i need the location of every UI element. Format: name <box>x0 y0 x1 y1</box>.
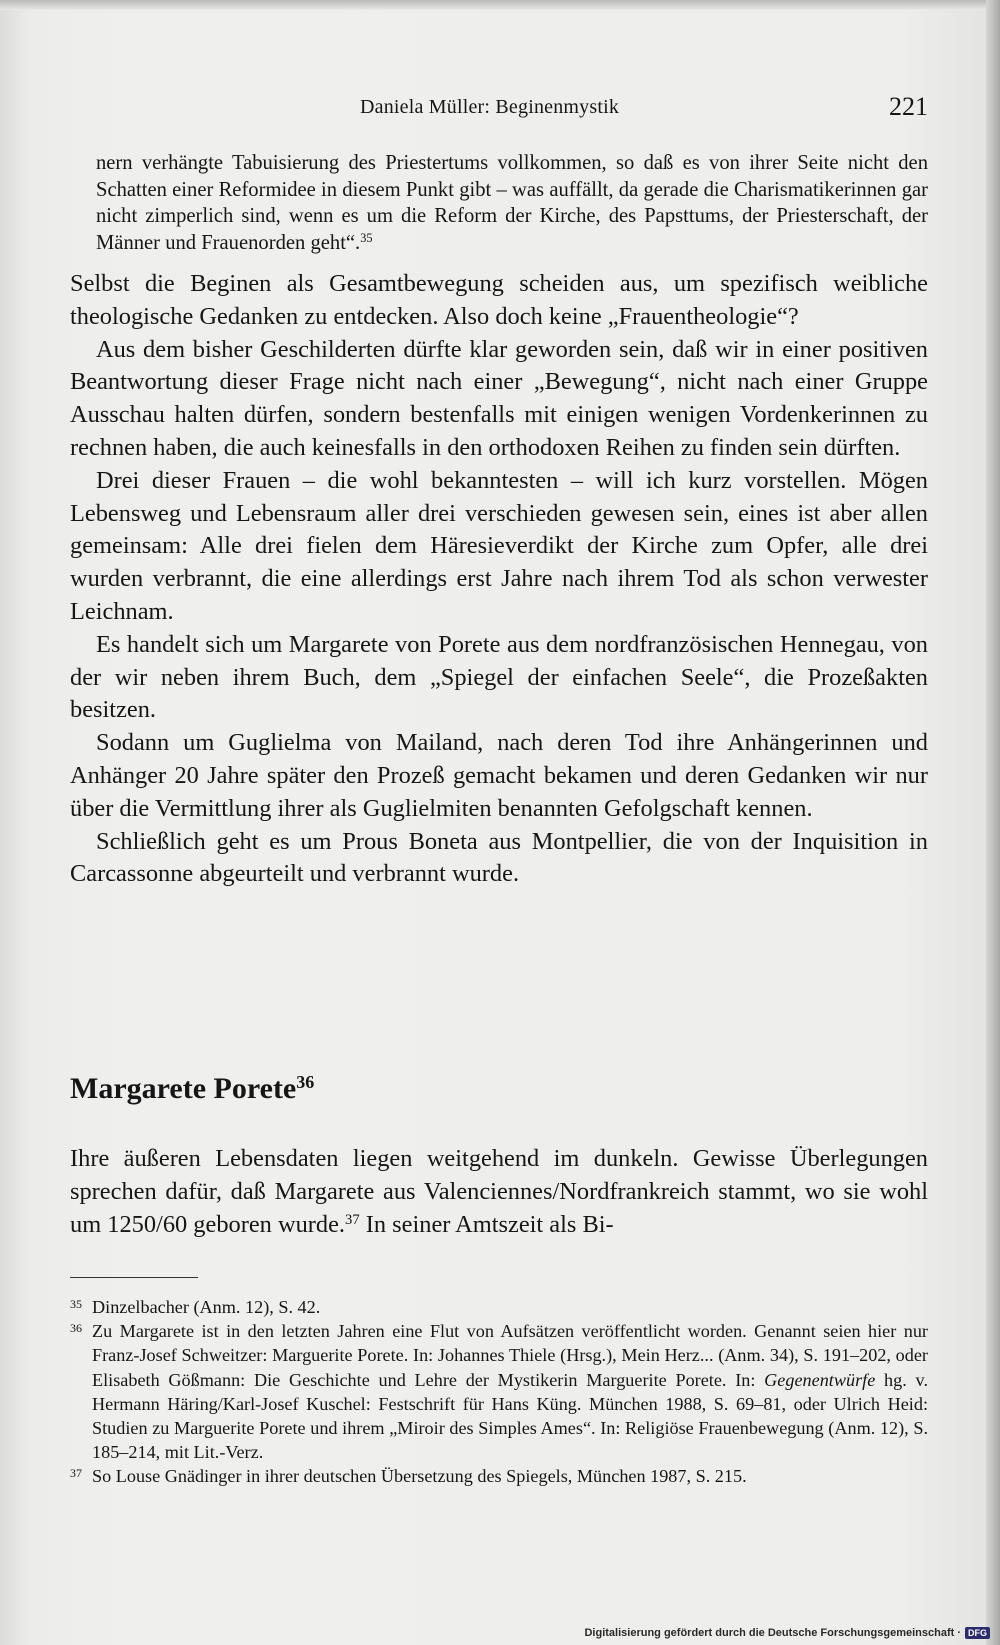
footnote-text: So Louse Gnädinger in ihrer deutschen Übersetzung des Spiegels, München 1987, S. 215. <box>92 1466 747 1487</box>
footnote-number: 35 <box>70 1297 82 1311</box>
quote-text: nern verhängte Tabuisierung des Priestertums vollkommen, so daß es von ihrer Seite nicht den Schatten einer Reformidee in diesem Punkt gibt – was auffällt, da gerade die Charismatikerinnen gar nicht zimperlich sind, wenn es um die Reform der Kirche, des Papsttums, der Priesterschaft, der Männer und Frauenorden geht“. <box>96 152 928 254</box>
section-body <box>70 1143 928 1241</box>
footnote-rule <box>70 1277 198 1278</box>
footnote-text-part: Zu Margarete ist in den letzten Jahren eine Flut von Aufsätzen veröffentlicht worden. Genannt seien hier nur Franz-Josef Schweitzer: Marguerite Porete. In: Johannes Thiele (Hrsg.), Mein Herz... (Anm. 34), S. 191–202, oder Elisabeth Gößmann: Die Geschichte und Lehre der Mystikerin Marguerite Porete. In: <box>92 1321 928 1390</box>
footnote-ref-35: 35 <box>360 230 373 245</box>
paragraph-3: Drei dieser Frauen – die wohl bekanntesten – will ich kurz vorstellen. Mögen Lebensweg und Lebensraum aller drei verschieden gewesen sein, eines ist aber allen gemeinsam: Alle drei fielen dem Häresieverdikt der Kirche zum Opfer, alle drei wurden verbrannt, die eine allerdings erst Jahre nach ihrem Tod als schon verwester Leichnam. <box>70 466 928 625</box>
footnote-number: 37 <box>70 1466 82 1481</box>
section-paragraph <box>70 1143 928 1241</box>
footnote-35 <box>70 1295 928 1319</box>
footnote-36 <box>70 1319 928 1464</box>
footnote-italic-title: Gegenentwürfe <box>764 1369 876 1390</box>
paragraph-1: Selbst die Beginen als Gesamtbewegung scheiden aus, um spezifisch weibliche theologische Gedanken zu entdecken. Also doch keine „Frauentheologie“? <box>70 270 928 330</box>
digitization-credit <box>584 1625 990 1641</box>
running-head: Daniela Müller: Beginenmystik <box>360 96 620 118</box>
section-heading-text: Margarete Porete <box>70 1072 297 1105</box>
footnote-text-part: hg. v. Hermann Häring/Karl-Josef Kuschel: Festschrift für Hans Küng. München 1988, S. 69–81, oder Ulrich Heid: Studien zu Marguerite Porete und ihrem „Miroir des Simples Ames“. In: Religiöse Frauenbewegung (Anm. 12), S. 185–214, mit Lit.-Verz. <box>92 1369 928 1463</box>
footnotes <box>70 1295 928 1489</box>
footnote-text <box>92 1319 928 1464</box>
paragraph-2: Aus dem bisher Geschilderten dürfte klar geworden sein, daß wir in einer positiven Beantwortung dieser Frage nicht nach einer „Bewegung“, nicht nach einer Gruppe Ausschau halten dürfen, sondern bestenfalls mit einigen wenigen Vordenkerinnen zu rechnen haben, die auch keinesfalls in den orthodoxen Reihen zu finden sein dürften. <box>70 335 928 461</box>
section-heading <box>70 1071 928 1107</box>
footnote-ref-37: 37 <box>345 1211 360 1228</box>
block-quote <box>70 150 928 256</box>
footnote-text: Dinzelbacher (Anm. 12), S. 42. <box>92 1297 321 1317</box>
credit-text: Digitalisierung gefördert durch die Deutsche Forschungsgemeinschaft · <box>584 1627 961 1639</box>
paragraph-4: Es handelt sich um Margarete von Porete aus dem nordfranzösischen Hennegau, von der wir neben ihrem Buch, dem „Spiegel der einfachen Seele“, die Prozeßakten besitzen. <box>70 630 928 724</box>
page-right-edge <box>986 0 1000 1645</box>
footnote-ref-36: 36 <box>296 1072 315 1093</box>
section-heading-block <box>70 1071 928 1107</box>
paragraph-5: Sodann um Guglielma von Mailand, nach deren Tod ihre Anhängerinnen und Anhänger 20 Jahre später den Prozeß gemacht bekamen und deren Gedanken wir nur über die Vermittlung ihrer als Guglielmiten benannten Gefolgschaft kennen. <box>70 729 928 822</box>
section-text-a: Ihre äußeren Lebensdaten liegen weitgehend im dunkeln. Gewisse Überlegungen sprechen dafür, daß Margarete aus Valenciennes/Nordfrankreich stammt, wo sie wohl um 1250/60 geboren wurde. <box>70 1145 928 1238</box>
page-number: 221 <box>889 92 928 121</box>
body-text <box>70 268 928 891</box>
footnote-37 <box>70 1464 928 1488</box>
footnote-number: 36 <box>70 1321 82 1336</box>
quote-paragraph <box>70 150 928 256</box>
dfg-logo: DFG <box>965 1627 990 1639</box>
page-top-edge <box>0 0 1000 10</box>
paragraph-6: Schließlich geht es um Prous Boneta aus Montpellier, die von der Inquisition in Carcassonne abgeurteilt und verbrannt wurde. <box>70 827 928 888</box>
section-text-b: In seiner Amtszeit als Bi- <box>359 1210 614 1238</box>
page-header <box>360 92 928 124</box>
